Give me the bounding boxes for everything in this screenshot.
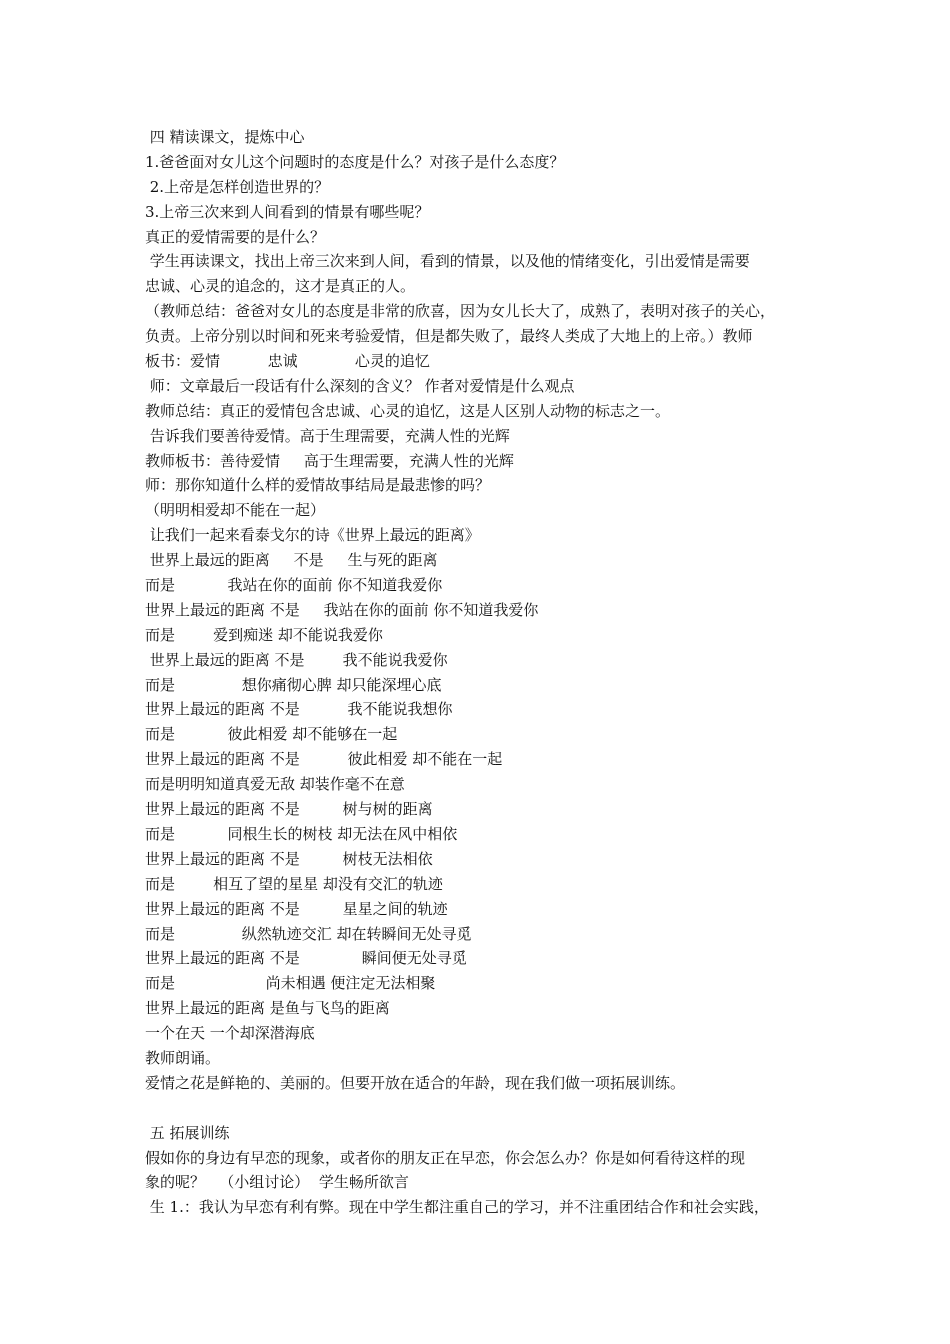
text-line: 象的呢？ （小组讨论） 学生畅所欲言 [145, 1173, 409, 1192]
text-line: 世界上最远的距离 是鱼与飞鸟的距离 [145, 999, 390, 1018]
text-line: 世界上最远的距离 不是 我不能说我爱你 [145, 650, 448, 669]
text-line: 世界上最远的距离 不是 我站在你的面前 你不知道我爱你 [145, 600, 539, 619]
text-line: 学生再读课文，找出上帝三次来到人间，看到的情景，以及他的情绪变化，引出爱情是需要 [145, 252, 750, 271]
text-line: 世界上最远的距离 不是 我不能说我想你 [145, 700, 453, 719]
text-line: （教师总结：爸爸对女儿的态度是非常的欣喜，因为女儿长大了，成熟了，表明对孩子的关心， [145, 302, 776, 321]
text-line: 假如你的身边有早恋的现象，或者你的朋友正在早恋，你会怎么办？你是如何看待这样的现 [145, 1148, 746, 1167]
text-line: 而是明明知道真爱无敌 却装作毫不在意 [145, 775, 405, 794]
text-line: 世界上最远的距离 不是 彼此相爱 却不能在一起 [145, 750, 503, 769]
text-line: 世界上最远的距离 不是 生与死的距离 [145, 551, 438, 570]
blank-line [145, 1096, 815, 1121]
text-line: 板书：爱情 忠诚 心灵的追忆 [145, 352, 430, 371]
text-line: 3.上帝三次来到人间看到的情景有哪些呢？ [145, 202, 430, 221]
text-line: 教师总结：真正的爱情包含忠诚、心灵的追忆，这是人区别人动物的标志之一。 [145, 401, 671, 420]
text-line: 五 拓展训练 [145, 1123, 230, 1142]
text-line: 一个在天 一个却深潜海底 [145, 1024, 315, 1043]
text-line: 而是 尚未相遇 便注定无法相聚 [145, 974, 436, 993]
text-line: 而是 同根生长的树枝 却无法在风中相依 [145, 824, 458, 843]
text-line: 让我们一起来看泰戈尔的诗《世界上最远的距离》 [145, 526, 480, 545]
text-line: 而是 想你痛彻心脾 却只能深埋心底 [145, 675, 442, 694]
text-line: 师：文章最后一段话有什么深刻的含义？ 作者对爱情是什么观点 [145, 376, 575, 395]
text-line: 忠诚、心灵的追念的，这才是真正的人。 [145, 277, 416, 296]
text-line: 世界上最远的距离 不是 星星之间的轨迹 [145, 899, 448, 918]
text-line: 而是 爱到痴迷 却不能说我爱你 [145, 625, 383, 644]
text-line: 爱情之花是鲜艳的、美丽的。但要开放在适合的年龄，现在我们做一项拓展训练。 [145, 1073, 686, 1092]
text-line: 世界上最远的距离 不是 树枝无法相依 [145, 849, 433, 868]
text-line: 负责。上帝分别以时间和死来考验爱情，但是都失败了，最终人类成了大地上的上帝。）教师 [145, 327, 753, 346]
text-line: 世界上最远的距离 不是 树与树的距离 [145, 800, 433, 819]
text-line: 而是 彼此相爱 却不能够在一起 [145, 725, 398, 744]
text-line: （明明相爱却不能在一起） [145, 501, 326, 520]
text-line: 教师板书：善待爱情 高于生理需要，充满人性的光辉 [145, 451, 514, 470]
text-line: 四 精读课文，提炼中心 [145, 128, 305, 146]
text-line: 真正的爱情需要的是什么？ [145, 227, 326, 246]
text-line: 而是 相互了望的星星 却没有交汇的轨迹 [145, 874, 443, 893]
text-line: 世界上最远的距离 不是 瞬间便无处寻觅 [145, 949, 467, 968]
text-line: 师：那你知道什么样的爱情故事结局是最悲惨的吗？ [145, 476, 491, 495]
text-line: 1.爸爸面对女儿这个问题时的态度是什么？对孩子是什么态度？ [145, 152, 565, 171]
document-body [145, 125, 815, 1220]
text-line: 而是 纵然轨迹交汇 却在转瞬间无处寻觅 [145, 924, 472, 943]
text-line: 2.上帝是怎样创造世界的？ [145, 177, 330, 196]
text-line: 教师朗诵。 [145, 1048, 221, 1067]
text-line: 而是 我站在你的面前 你不知道我爱你 [145, 576, 443, 595]
text-line: 生 1.：我认为早恋有利有弊。现在中学生都注重自己的学习，并不注重团结合作和社会实践， [145, 1198, 769, 1217]
text-line: 告诉我们要善待爱情。高于生理需要，充满人性的光辉 [145, 426, 510, 445]
